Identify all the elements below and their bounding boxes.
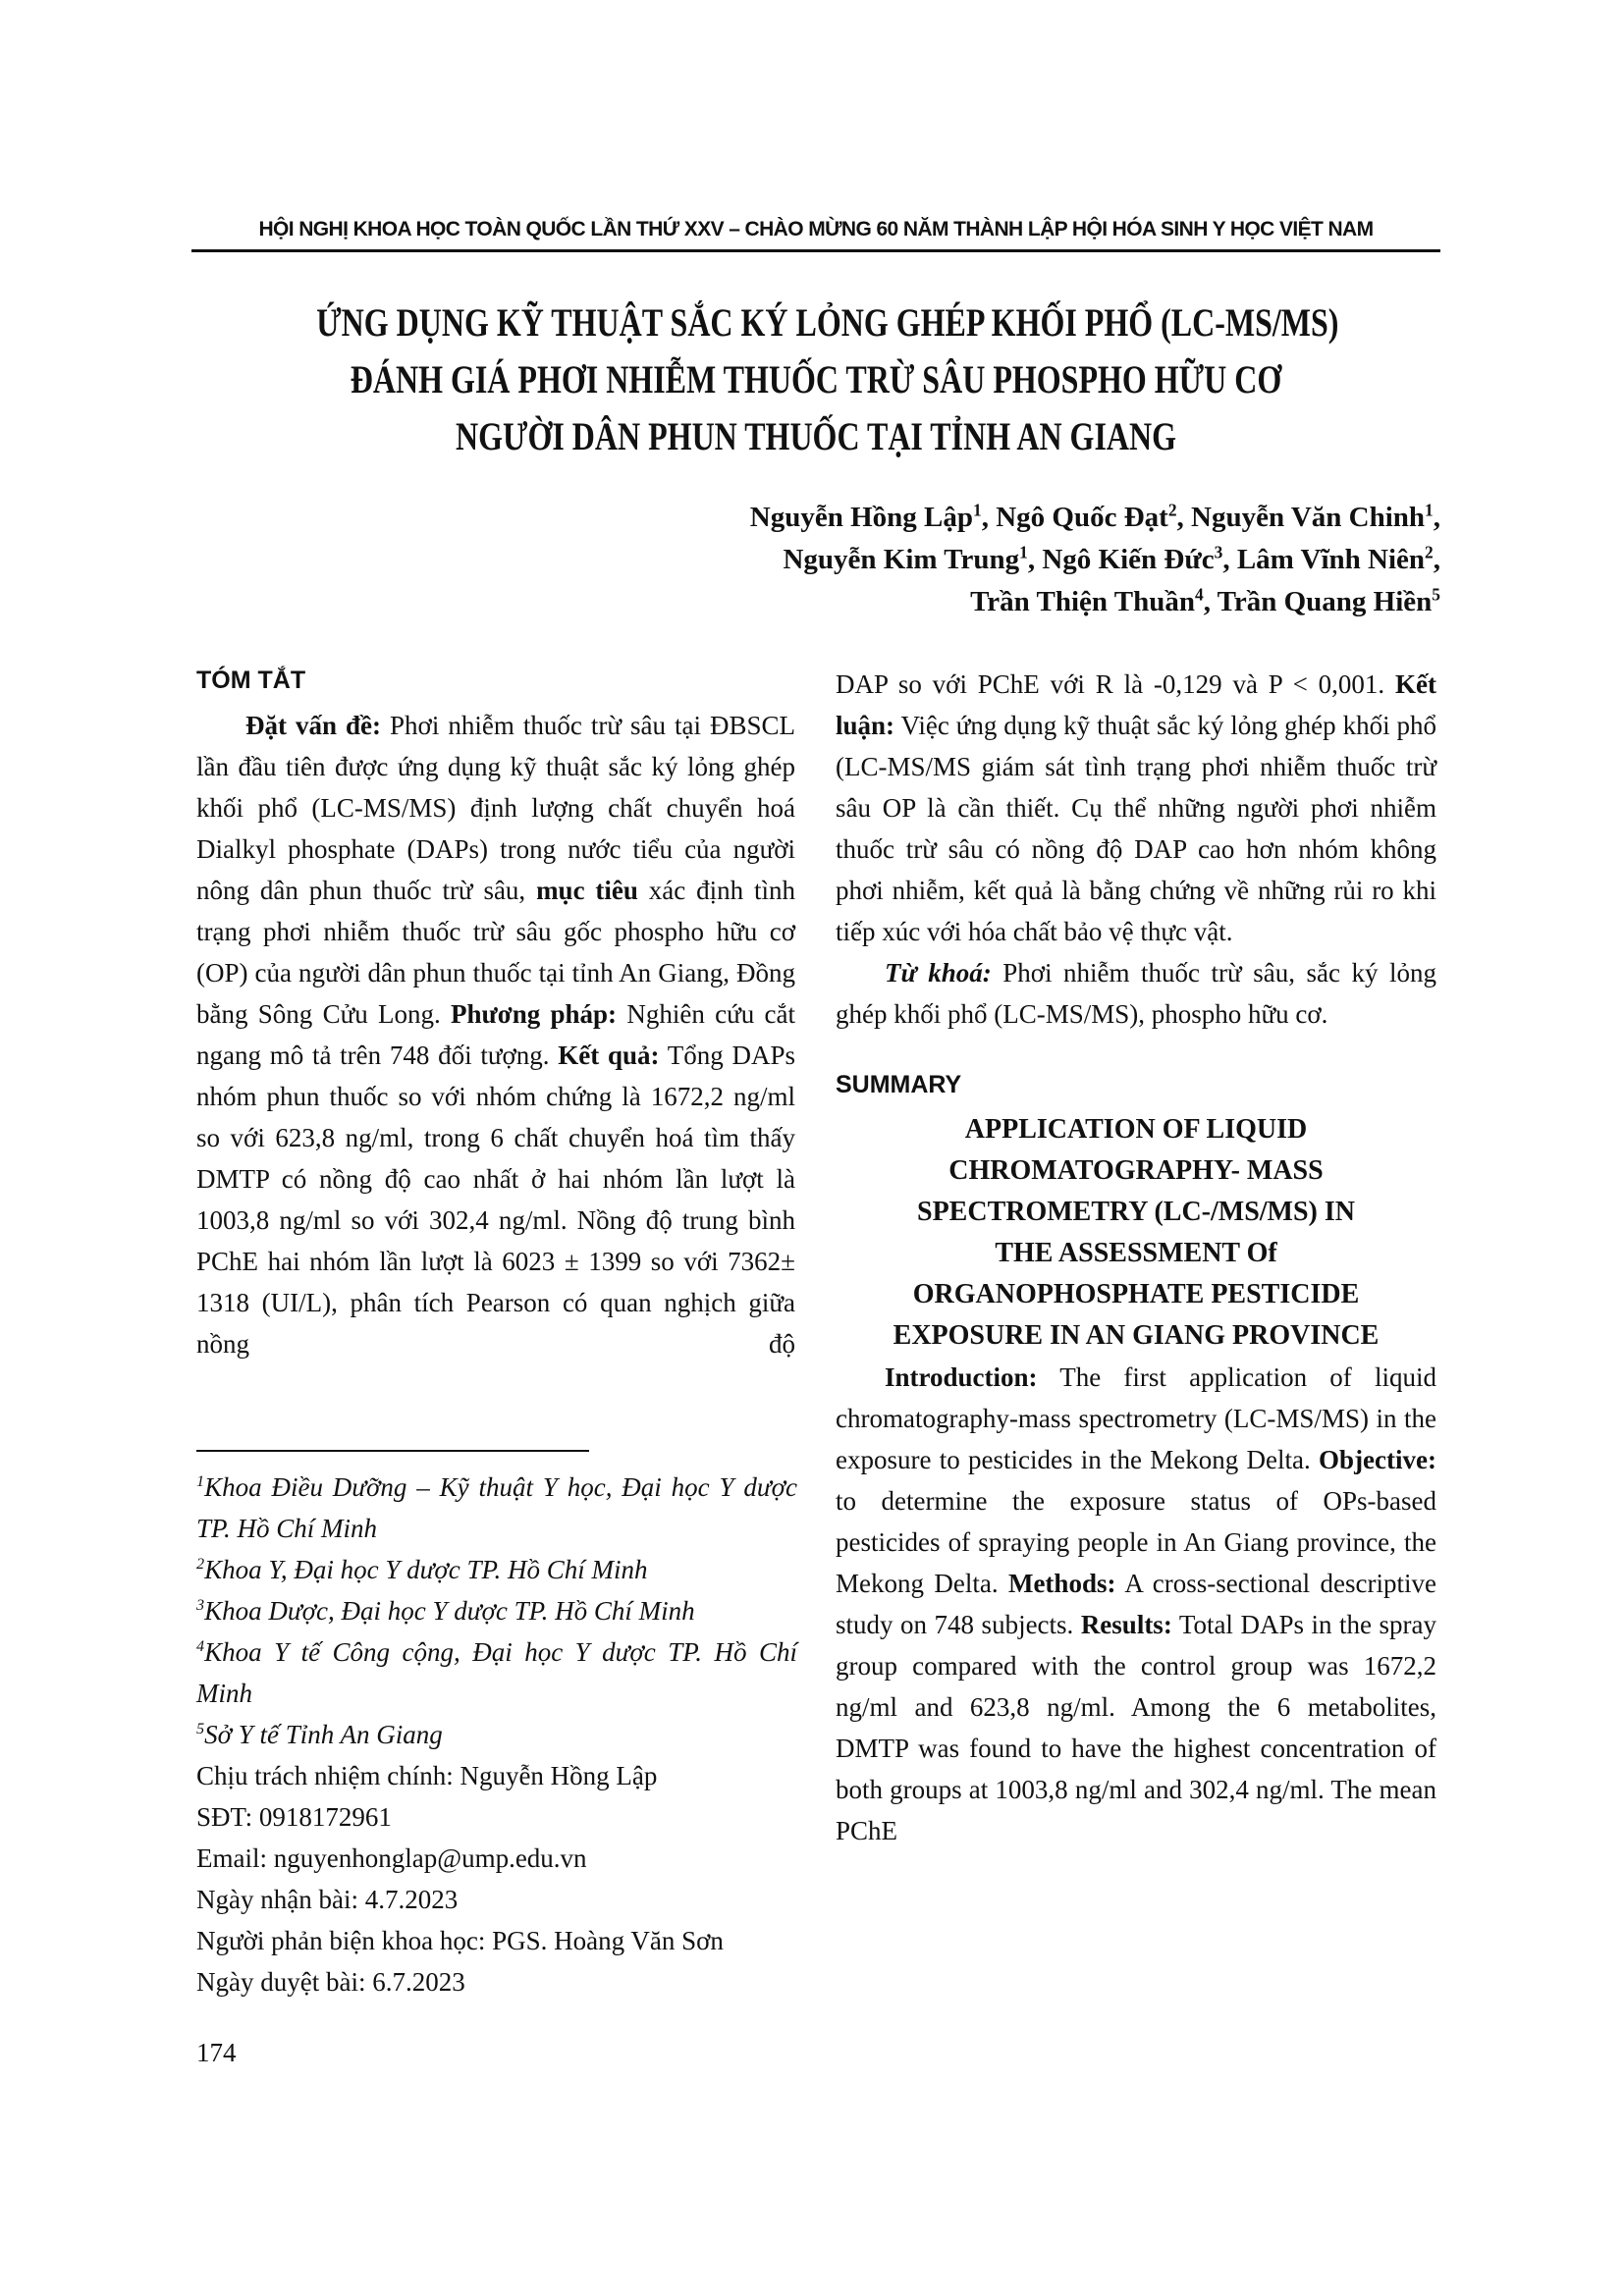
affiliation-footnote <box>196 1549 797 1590</box>
running-header: HỘI NGHỊ KHOA HỌC TOÀN QUỐC LẦN THỨ XXV – CHÀO MỪNG 60 NĂM THÀNH LẬP HỘI HÓA SINH Y HỌC VIỆT NAM <box>258 218 1374 240</box>
bold-label: Kết luận: <box>836 669 1436 740</box>
affiliation-marker: 2 <box>196 1555 205 1573</box>
author-name: Nguyễn Hồng Lập <box>749 502 974 533</box>
author-name: Ngô Kiến Đức <box>1042 544 1215 575</box>
footnotes <box>196 1467 797 2002</box>
correspondence-info: Người phản biện khoa học: PGS. Hoàng Văn Sơn <box>196 1926 724 1955</box>
affiliation-marker: 3 <box>196 1596 205 1614</box>
text-run: Total DAPs in the spray group compared with the control group was 1672,2 ng/ml and 623,8 ng/ml. Among the 6 metabolites, DMTP was found to have the highest concentration of both groups at 1003,8 ng/ml and 302,4 ng/ml. The mean PChE <box>836 1610 1436 1845</box>
author-separator: , <box>1222 544 1237 575</box>
correspondence-info: Ngày nhận bài: 4.7.2023 <box>196 1885 459 1914</box>
keywords <box>836 952 1436 1035</box>
article-title <box>191 294 1440 465</box>
author-name: Trần Quang Hiền <box>1217 586 1433 617</box>
summary-title-line: CHROMATOGRAPHY- MASS <box>948 1155 1324 1186</box>
text-run: Phơi nhiễm thuốc trừ sâu tại ĐBSCL lần đầu tiên được ứng dụng kỹ thuật sắc ký lỏng ghép khối phổ (LC-MS/MS) định lượng chất chuyển hoá Dialkyl phosphate (DAPs) trong nước tiểu của người nông dân phun thuốc trừ sâu, <box>196 711 796 905</box>
text-run: Việc ứng dụng kỹ thuật sắc ký lỏng ghép khối phổ (LC-MS/MS giám sát tình trạng phơi nhiễm thuốc trừ sâu OP là cần thiết. Cụ thể những người phơi nhiễm thuốc trừ sâu có nồng độ DAP cao hơn nhóm không phơi nhiễm, kết quả là bằng chứng về những rủi ro khi tiếp xúc với hóa chất bảo vệ thực vật. <box>836 711 1436 946</box>
affiliation-marker: 4 <box>196 1637 205 1655</box>
text-run: The first application of liquid chromatography-mass spectrometry (LC-MS/MS) in the exposure to pesticides in the Mekong Delta. <box>836 1362 1436 1474</box>
text-run: Phơi nhiễm thuốc trừ sâu, sắc ký lỏng ghép khối phổ (LC-MS/MS), phospho hữu cơ. <box>836 958 1436 1029</box>
correspondence-info: Email: nguyenhonglap@ump.edu.vn <box>196 1843 587 1873</box>
summary-title-line: EXPOSURE IN AN GIANG PROVINCE <box>893 1320 1380 1351</box>
affiliation-marker: 5 <box>196 1720 205 1737</box>
title-line: ỨNG DỤNG KỸ THUẬT SẮC KÝ LỎNG GHÉP KHỐI PHỔ (LC-MS/MS) <box>316 300 1339 345</box>
author-separator: , <box>1433 502 1440 533</box>
abstract-vi-part2 <box>836 664 1436 952</box>
author-separator: , <box>1027 544 1043 575</box>
author-line <box>750 581 1440 623</box>
bold-label: Introduction: <box>885 1362 1038 1392</box>
bold-label: Kết quả: <box>558 1041 660 1070</box>
affiliation-marker: 1 <box>1425 500 1434 520</box>
summary-heading: SUMMARY <box>836 1071 962 1098</box>
author-name: Ngô Quốc Đạt <box>996 502 1168 533</box>
text-run: DAP so với PChE với R là -0,129 và P < 0,001. <box>836 669 1396 699</box>
author-name: Nguyễn Kim Trung <box>783 544 1020 575</box>
affiliation-marker: 2 <box>1167 500 1177 520</box>
bold-label: Đặt vấn đề: <box>245 711 382 740</box>
correspondence-info: Chịu trách nhiệm chính: Nguyễn Hồng Lập <box>196 1761 658 1790</box>
text-run: A cross-sectional descriptive study on 748 subjects. <box>836 1569 1437 1639</box>
author-separator: , <box>981 502 997 533</box>
author-name: Lâm Vĩnh Niên <box>1236 544 1426 575</box>
summary-title-line: ORGANOPHOSPHATE PESTICIDE <box>912 1279 1360 1309</box>
bold-label: Phương pháp: <box>451 999 618 1029</box>
affiliation-text: Khoa Dược, Đại học Y dược TP. Hồ Chí Minh <box>204 1596 695 1626</box>
summary-title-line: APPLICATION OF LIQUID <box>964 1114 1308 1145</box>
text-run: Tổng DAPs nhóm phun thuốc so với nhóm chứng là 1672,2 ng/ml so với 623,8 ng/ml, trong 6 chất chuyển hoá tìm thấy DMTP có nồng độ cao nhất ở hai nhóm lần lượt là 1003,8 ng/ml so với 302,4 ng/ml. Nồng độ trung bình PChE hai nhóm lần lượt là 6023 ± 1399 so với 7362± 1318 (UI/L), phân tích Pearson có quan nghịch giữa nồng độ <box>196 1041 795 1359</box>
bold-label: Từ khoá: <box>885 958 992 988</box>
affiliation-text: Khoa Điều Dưỡng – Kỹ thuật Y học, Đại học Y dược TP. Hồ Chí Minh <box>196 1472 797 1543</box>
correspondence-info: Ngày duyệt bài: 6.7.2023 <box>196 1967 465 1997</box>
page-number: 174 <box>196 2038 237 2067</box>
affiliation-marker: 1 <box>973 500 982 520</box>
summary-title-line: SPECTROMETRY (LC-/MS/MS) IN <box>917 1197 1355 1227</box>
text-run: Nghiên cứu cắt ngang mô tả trên 748 đối tượng. <box>196 999 796 1070</box>
text-run: to determine the exposure status of OPs-based pesticides of spraying people in An Giang province, the Mekong Delta. <box>836 1486 1436 1598</box>
author-line <box>750 497 1440 539</box>
header-rule <box>191 249 1440 252</box>
abstract-vi-column <box>196 660 795 1364</box>
summary-body <box>836 1357 1436 1851</box>
affiliation-text: Khoa Y tế Công cộng, Đại học Y dược TP. Hồ Chí Minh <box>196 1637 797 1708</box>
affiliation-marker: 1 <box>196 1472 205 1490</box>
author-separator: , <box>1203 586 1218 617</box>
author-name: Nguyễn Văn Chinh <box>1191 502 1426 533</box>
summary-title-line: THE ASSESSMENT Of <box>995 1238 1277 1268</box>
affiliation-marker: 2 <box>1425 542 1434 562</box>
author-name: Trần Thiện Thuần <box>970 586 1195 617</box>
title-line: NGƯỜI DÂN PHUN THUỐC TẠI TỈNH AN GIANG <box>455 414 1177 458</box>
abstract-heading: TÓM TẮT <box>196 667 306 694</box>
bold-label: Methods: <box>1007 1569 1116 1598</box>
affiliation-footnote <box>196 1467 797 1549</box>
affiliation-footnote <box>196 1631 797 1714</box>
affiliation-marker: 3 <box>1214 542 1223 562</box>
correspondence-info: SĐT: 0918172961 <box>196 1802 392 1832</box>
bold-label: mục tiêu <box>536 876 638 905</box>
summary-title <box>836 1109 1436 1357</box>
bold-label: Results: <box>1080 1610 1172 1639</box>
affiliation-text: Sở Y tế Tỉnh An Giang <box>204 1720 443 1749</box>
author-list <box>750 497 1440 623</box>
affiliation-text: Khoa Y, Đại học Y dược TP. Hồ Chí Minh <box>204 1555 648 1584</box>
affiliation-footnote <box>196 1590 797 1631</box>
title-line: ĐÁNH GIÁ PHƠI NHIỄM THUỐC TRỪ SÂU PHOSPHO HỮU CƠ <box>350 357 1282 401</box>
text-run: xác định tình trạng phơi nhiễm thuốc trừ sâu gốc phospho hữu cơ (OP) của người dân phun thuốc tại tỉnh An Giang, Đồng bằng Sông Cửu Long. <box>196 876 796 1029</box>
bold-label: Objective: <box>1319 1445 1436 1474</box>
footnote-rule <box>196 1450 589 1452</box>
affiliation-marker: 1 <box>1019 542 1028 562</box>
author-separator: , <box>1433 544 1440 575</box>
abstract-right-column <box>836 664 1436 1851</box>
author-separator: , <box>1176 502 1192 533</box>
abstract-vi-part1 <box>196 705 795 1364</box>
affiliation-marker: 5 <box>1432 584 1440 605</box>
affiliation-footnote <box>196 1714 797 1755</box>
author-line <box>750 539 1440 581</box>
affiliation-marker: 4 <box>1194 584 1204 605</box>
